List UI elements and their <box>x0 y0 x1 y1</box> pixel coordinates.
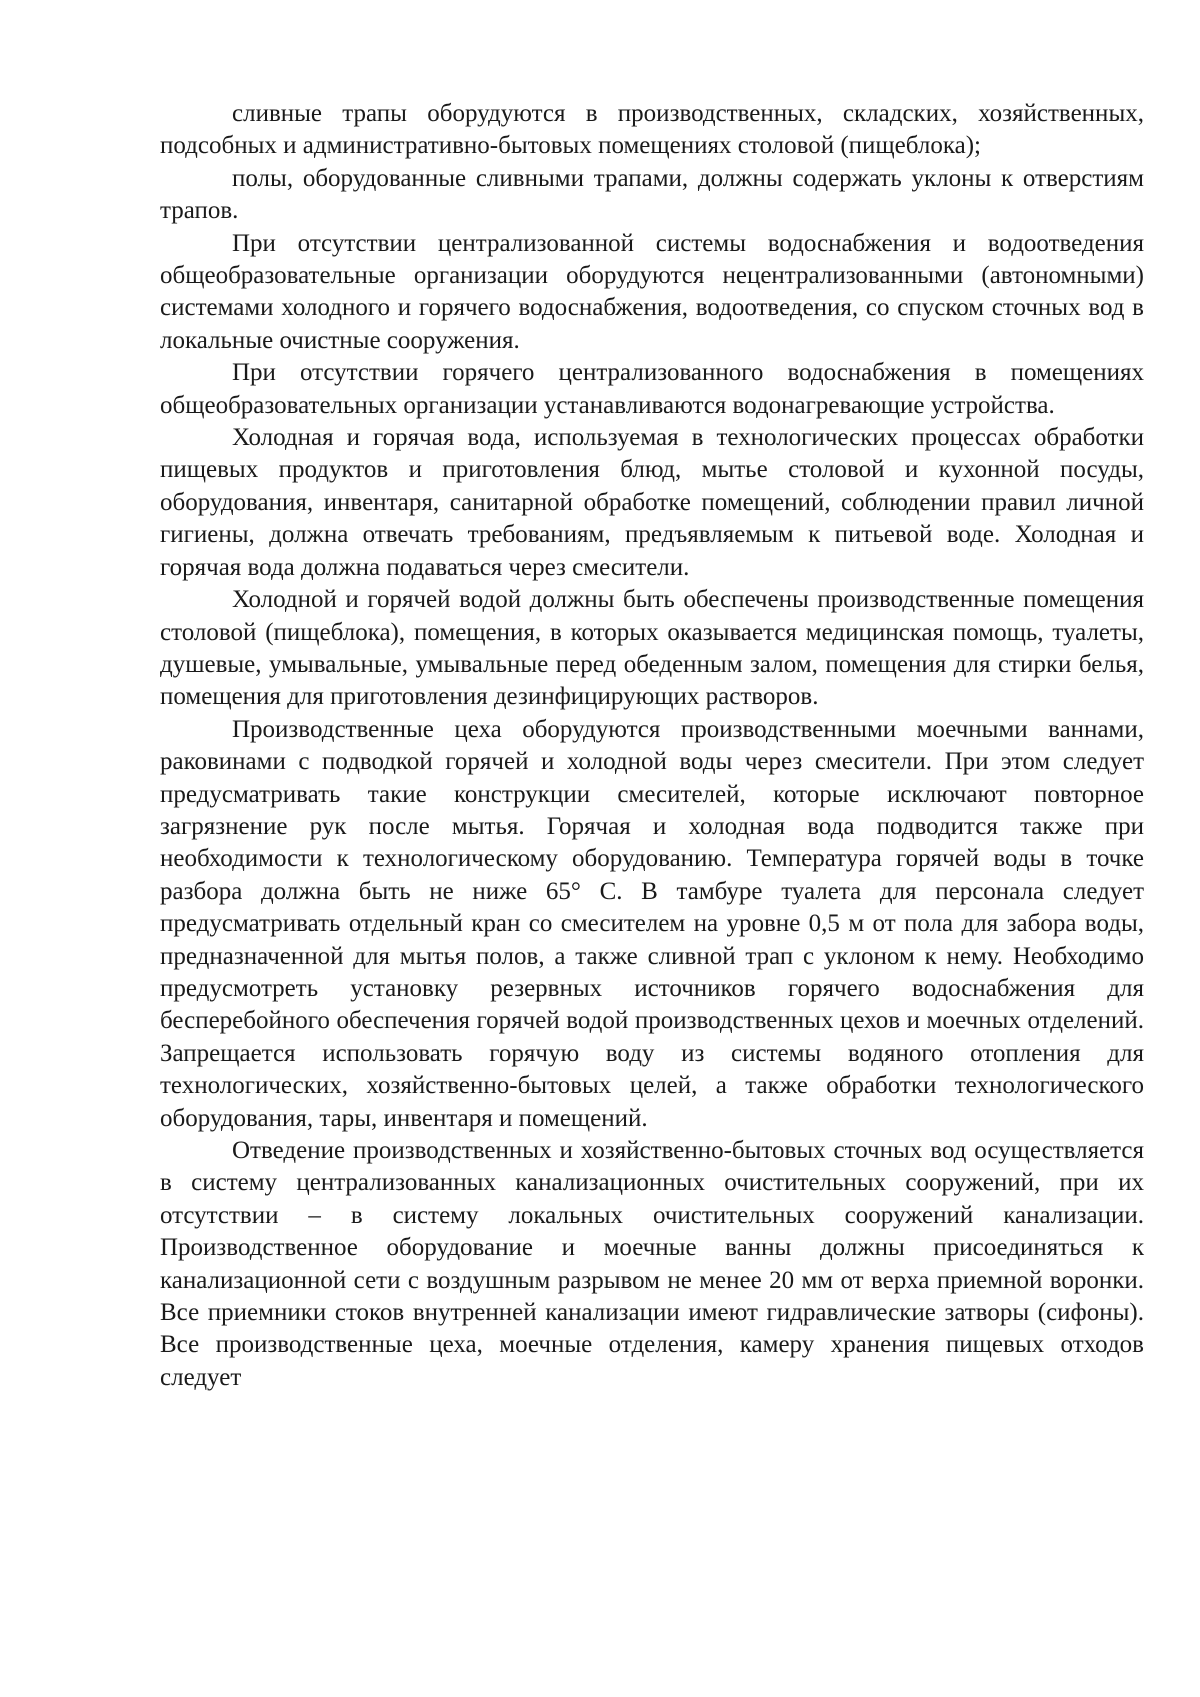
paragraph-wastewater: Отведение производственных и хозяйственно-бытовых сточных вод осуществляется в систему централизованных канализационных очистительных сооружений, при их отсутствии – в систему локальных очистительных сооружений канализации. Производственное оборудование и моечные ванны должны присоединяться к канализационной сети с воздушным разрывом не менее 20 мм от верха приемной воронки. Все приемники стоков внутренней канализации имеют гидравлические затворы (сифоны). Все производственные цеха, моечные отделения, камеру хранения пищевых отходов следует <box>160 1137 1144 1391</box>
paragraph-water-supply-rooms: Холодной и горячей водой должны быть обеспечены производственные помещения столовой (пищеблока), помещения, в которых оказывается медицинская помощь, туалеты, душевые, умывальные, умывальные перед обеденным залом, помещения для стирки белья, помещения для приготовления дезинфицирующих растворов. <box>160 586 1144 711</box>
paragraph-autonomous-systems: При отсутствии централизованной системы водоснабжения и водоотведения общеобразовательные организации оборудуются нецентрализованными (автономными) системами холодного и горячего водоснабжения, водоотведения, со спуском сточных вод в локальные очистные сооружения. <box>160 229 1144 354</box>
paragraph-drain-traps: сливные трапы оборудуются в производственных, складских, хозяйственных, подсобных и административно-бытовых помещениях столовой (пищеблока); <box>160 100 1144 160</box>
paragraph-water-heaters: При отсутствии горячего централизованного водоснабжения в помещениях общеобразовательных организации устанавливаются водонагревающие устройства. <box>160 359 1144 419</box>
paragraph-water-quality: Холодная и горячая вода, используемая в технологических процессах обработки пищевых продуктов и приготовления блюд, мытье столовой и кухонной посуды, оборудования, инвентаря, санитарной обработке помещений, соблюдении правил личной гигиены, должна отвечать требованиям, предъявляемым к питьевой воде. Холодная и горячая вода должна подаваться через смесители. <box>160 424 1144 581</box>
paragraph-production-shops: Производственные цеха оборудуются производственными моечными ваннами, раковинами с подводкой горячей и холодной воды через смесители. При этом следует предусматривать такие конструкции смесителей, которые исключают повторное загрязнение рук после мытья. Горячая и холодная вода подводится также при необходимости к технологическому оборудованию. Температура горячей воды в точке разбора должна быть не ниже 65° С. В тамбуре туалета для персонала следует предусматривать отдельный кран со смесителем на уровне 0,5 м от пола для забора воды, предназначенной для мытья полов, а также сливной трап с уклоном к нему. Необходимо предусмотреть установку резервных источников горячего водоснабжения для бесперебойного обеспечения горячей водой производственных цехов и моечных отделений. Запрещается использовать горячую воду из системы водяного отопления для технологических, хозяйственно-бытовых целей, а также обработки технологического оборудования, тары, инвентаря и помещений. <box>160 715 1144 1132</box>
document-body <box>160 98 1144 1394</box>
paragraph-floor-slopes: полы, оборудованные сливными трапами, должны содержать уклоны к отверстиям трапов. <box>160 164 1144 225</box>
